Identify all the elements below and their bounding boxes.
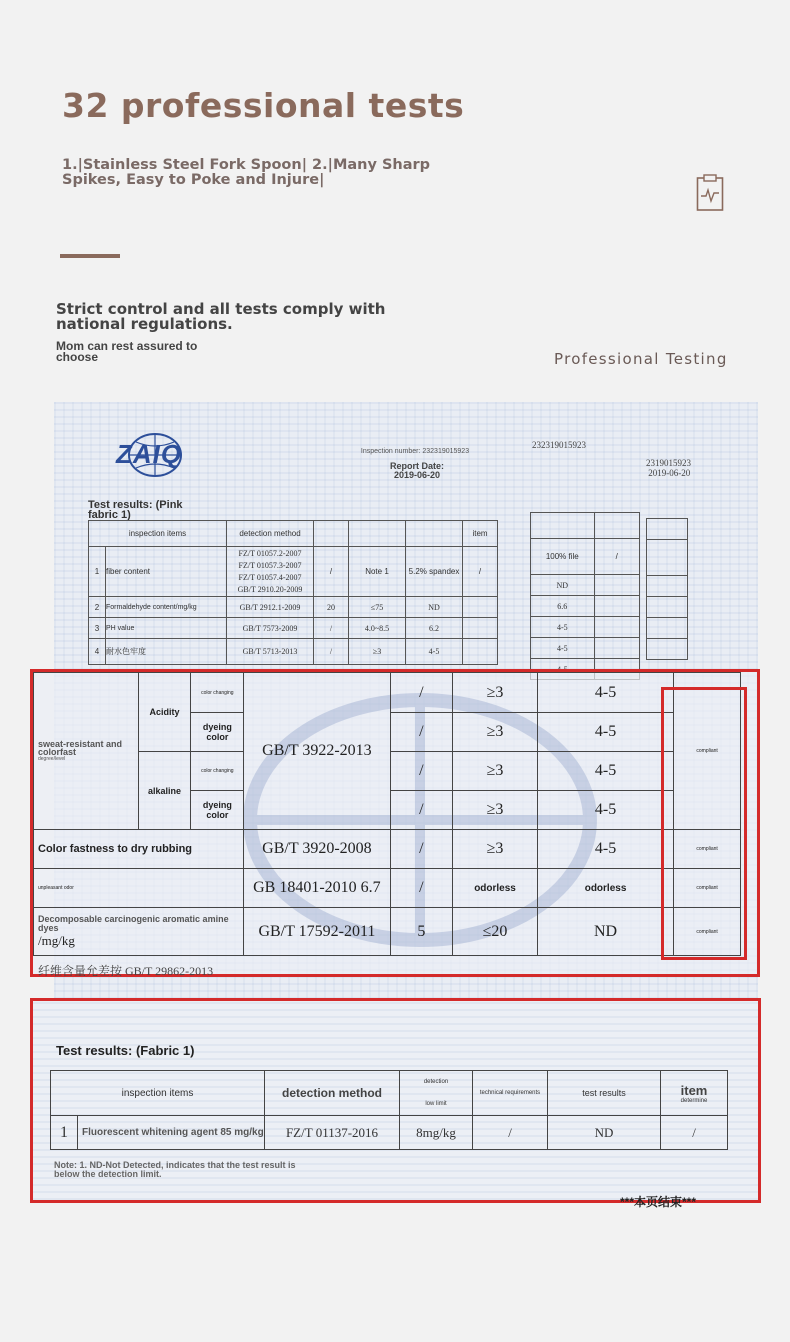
end-of-page-text: ***本页结束*** [620,1195,697,1209]
t1-row2-item: Formaldehyde content/mg/kg [106,597,227,618]
row2-result: 4-5 [537,713,673,752]
row1-req: ≥3 [453,673,538,713]
t1-row2-limit: 20 [314,597,349,618]
row1-limit: / [390,673,453,713]
test-results-pink-title: Test results: (Pink fabric 1) [88,499,183,521]
report-number-b-block [646,458,691,478]
compliant-amine: compliant [674,908,741,956]
t1-row4-method: GB/T 5713-2013 [227,639,314,665]
t1-header-items: inspection items [89,521,227,547]
mom-assured-text: Mom can rest assured to choose [56,339,198,364]
footnote: Note: 1. ND-Not Detected, indicates that the test result is below the detection limit. [54,1160,296,1179]
row3-result: 4-5 [537,752,673,791]
row4-limit: / [390,791,453,830]
t1-row1-method-b: FZ/T 01057.3-2007 [238,560,302,570]
highlight-box-compliant [661,687,747,960]
t1r-val-0: 100% file [531,539,595,575]
dry-rubbing-result: 4-5 [537,830,673,869]
t1-row4-limit: / [314,639,349,665]
cut-off-text: 纤维含量允差按 GB/T 29862-2013 [38,964,214,978]
report-number-a: 232319015923 [532,440,586,450]
acid-dyeing-color: dyeing color [191,713,244,752]
row4-req: ≥3 [453,791,538,830]
amine-req: ≤20 [453,908,538,956]
b-header-results: test results [548,1071,661,1116]
amine-limit: 5 [390,908,453,956]
odor-req: odorless [453,869,538,908]
t1-row3-result: 6.2 [406,618,463,639]
t1-header-method: detection method [227,521,314,547]
amine-result: ND [537,908,673,956]
amine-method: GB/T 17592-2011 [244,908,390,956]
section-divider [60,254,120,258]
t1-row1-method-d: GB/T 2910.20-2009 [237,584,303,594]
b-header-low-limit: low limit [425,1101,447,1107]
strict-control-text: Strict control and all tests comply with national regulations. [56,300,386,333]
compliant-odor: compliant [674,869,741,908]
page-title: 32 professional tests [62,86,465,125]
amine-item: Decomposable carcinogenic aromatic amine dyes [38,913,229,933]
t1-row4-no: 4 [89,639,106,665]
b-header-item-cell [661,1071,728,1116]
sweat-group-cell [34,673,139,830]
pink-fabric-table [88,520,498,665]
t1-row1-method-c: FZ/T 01057.4-2007 [238,572,302,582]
b-row-det: / [661,1116,728,1150]
t1-row3-method: GB/T 7573-2009 [227,618,314,639]
odor-method: GB 18401-2010 6.7 [244,869,390,908]
t1-row1-methods [227,547,314,597]
b-header-determine: determine [680,1097,708,1104]
report-chart-icon [696,174,724,212]
t1-row2-req: ≤75 [349,597,406,618]
compliant-sweat: compliant [674,673,741,830]
row3-req: ≥3 [453,752,538,791]
t1-row1-no: 1 [89,547,106,597]
b-row-req: / [473,1116,548,1150]
t1-row1-req: Note 1 [349,547,406,597]
dry-rubbing-item: Color fastness to dry rubbing [34,830,244,869]
professional-testing-label: Professional Testing [554,350,728,368]
odor-result: odorless [537,869,673,908]
amine-unit: /mg/kg [38,932,75,948]
fabric1-title: Test results: (Fabric 1) [56,1043,195,1058]
compliant-dry: compliant [674,830,741,869]
amine-item-cell [34,908,244,956]
t1-row4-result: 4-5 [406,639,463,665]
sweat-group-sub: degree/level [38,756,66,762]
dry-rubbing-limit: / [390,830,453,869]
row4-result: 4-5 [537,791,673,830]
t1r-val-2: ND [531,575,595,596]
b-header-tech: technical requirements [473,1071,548,1116]
t1r-val-5: 4-5 [531,638,595,659]
t1-row1-result: 5.2% spandex [406,547,463,597]
b-header-detection: detection [423,1079,449,1085]
row3-limit: / [390,752,453,791]
t1-row2-method: GB/T 2912.1-2009 [227,597,314,618]
alk-color-changing: color changing [191,752,244,791]
t1r-val-1: / [594,539,639,575]
b-row-method: FZ/T 01137-2016 [265,1116,400,1150]
zaiq-logo-text: ZAIQ [116,439,183,469]
t1-header-item: item [463,521,498,547]
t1-row1-item: fiber content [106,547,227,597]
b-header-item: item [680,1082,708,1098]
far-right-column [646,518,688,660]
t1-row1-limit: / [314,547,349,597]
t1-row3-no: 3 [89,618,106,639]
sweat-group-label: sweat-resistant and colorfast [38,739,123,757]
t1r-val-3: 6.6 [531,596,595,617]
b-row-result: ND [548,1116,661,1150]
alkaline-label: alkaline [138,752,191,830]
t1-row4-req: ≥3 [349,639,406,665]
acid-color-changing: color changing [191,673,244,713]
b-row-item: Fluorescent whitening agent 85 mg/kg [78,1116,265,1150]
acidity-label: Acidity [138,673,191,752]
report-date-b: 2019-06-20 [648,468,691,478]
alk-dyeing-color: dyeing color [191,791,244,830]
page-subtitle: 1.|Stainless Steel Fork Spoon| 2.|Many Sharp Spikes, Easy to Poke and Injure| [62,157,431,188]
t1r-val-4: 4-5 [531,617,595,638]
report-date-block [372,462,462,480]
b-header-detection-cell [400,1071,473,1116]
row2-req: ≥3 [453,713,538,752]
inspection-number: Inspection number: 232319015923 [360,448,470,455]
t1-row3-req: 4.0~8.5 [349,618,406,639]
t1-row3-item: PH value [106,618,227,639]
dry-rubbing-method: GB/T 3920-2008 [244,830,390,869]
report-date-label: Report Date: [389,461,444,471]
t1-row4-item: 耐水色牢度 [106,639,227,665]
b-row-no: 1 [51,1116,78,1150]
fabric1-table [50,1070,728,1150]
row2-limit: / [390,713,453,752]
right-column-table [530,512,640,680]
b-header-method: detection method [265,1071,400,1116]
t1-row1-method-a: FZ/T 01057.2-2007 [238,548,302,558]
t1-row2-result: ND [406,597,463,618]
sweat-method: GB/T 3922-2013 [244,673,390,830]
t1-row3-limit: / [314,618,349,639]
b-header-items: inspection items [51,1071,265,1116]
t1-row1-det: / [463,547,498,597]
report-number-b: 2319015923 [646,458,691,468]
report-date: 2019-06-20 [393,470,441,480]
row1-result: 4-5 [537,673,673,713]
t1-row2-no: 2 [89,597,106,618]
fastness-table [33,672,741,956]
odor-limit: / [390,869,453,908]
b-row-limit: 8mg/kg [400,1116,473,1150]
dry-rubbing-req: ≥3 [453,830,538,869]
odor-item: unpleasant odor [34,869,244,908]
